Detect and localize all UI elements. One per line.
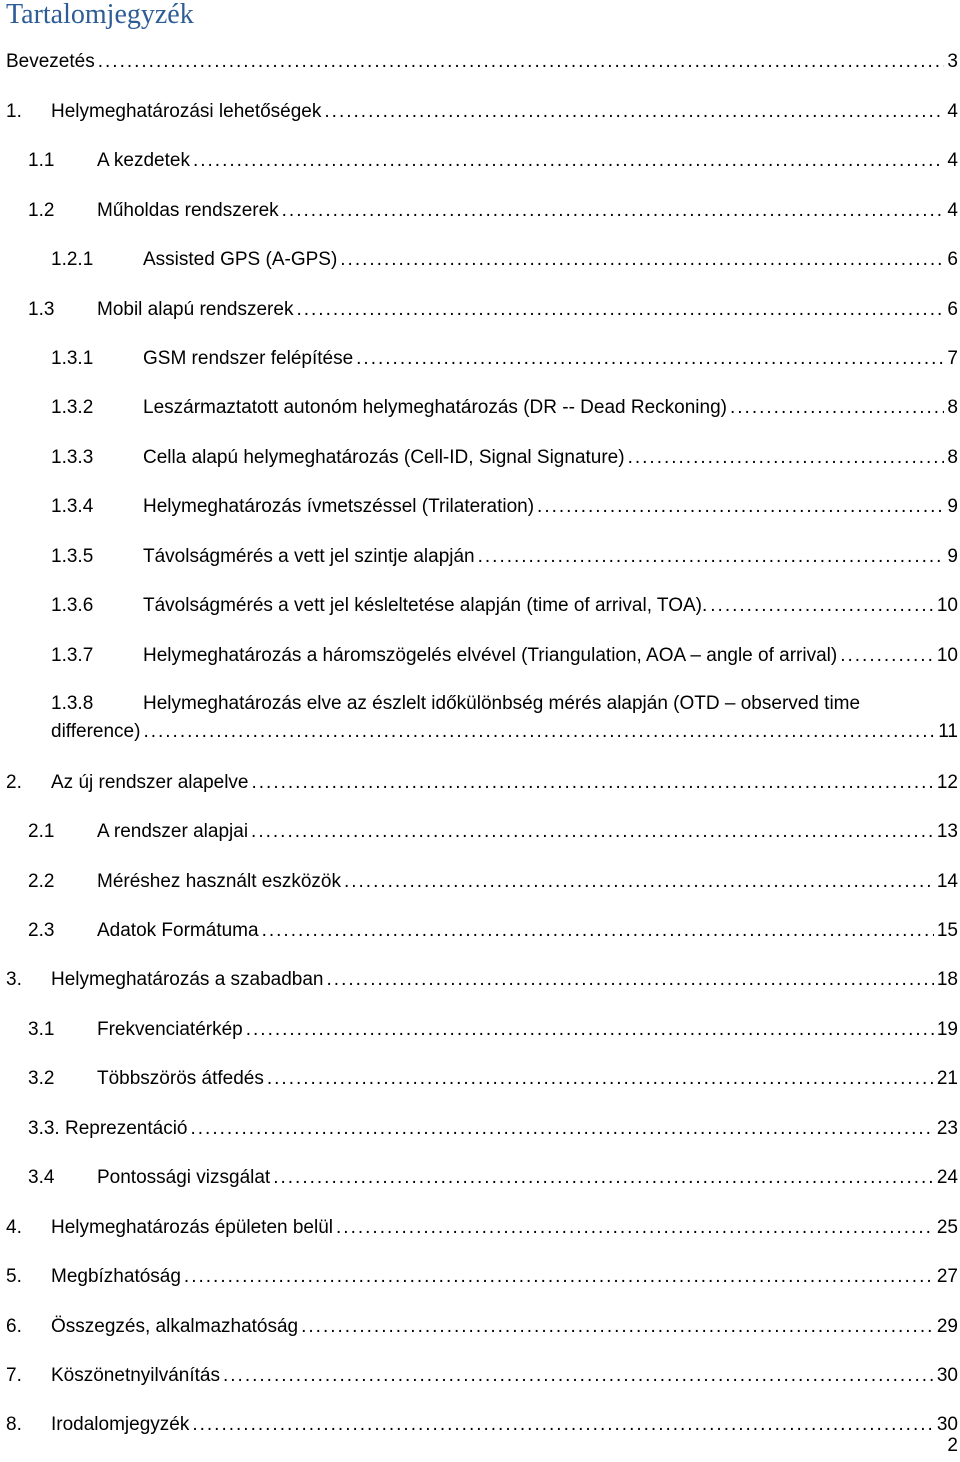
toc-dot-leader bbox=[193, 147, 944, 175]
toc-entry-number: 1.3.2 bbox=[51, 397, 94, 418]
toc-entry-number: 7. bbox=[6, 1365, 22, 1386]
toc-entry-number: 1.3 bbox=[28, 299, 55, 320]
toc-entry-page: 30 bbox=[936, 1414, 958, 1435]
toc-entry-page: 23 bbox=[936, 1118, 958, 1139]
toc-entry-number: 1.1 bbox=[28, 150, 55, 171]
toc-dot-leader bbox=[327, 966, 934, 994]
toc-entry-number: 1.3.7 bbox=[51, 645, 94, 666]
toc-entry-title: 3.3. Reprezentáció bbox=[28, 1118, 188, 1139]
toc-entry-title: GSM rendszer felépítése bbox=[143, 348, 354, 369]
toc-entry-page: 10 bbox=[936, 645, 958, 666]
toc-entry-title: Köszönetnyilvánítás bbox=[51, 1365, 220, 1386]
toc-entry-title: A kezdetek bbox=[97, 150, 190, 171]
toc-entry-title-continued: difference) bbox=[51, 721, 141, 742]
toc-dot-leader bbox=[296, 296, 944, 324]
toc-dot-leader bbox=[273, 1164, 934, 1192]
toc-entry-title: Helymeghatározási lehetőségek bbox=[51, 101, 322, 122]
toc-dot-leader bbox=[340, 246, 944, 274]
toc-dot-leader bbox=[537, 493, 944, 521]
toc-entry-number: 8. bbox=[6, 1414, 22, 1435]
toc-entry-page: 19 bbox=[936, 1019, 958, 1040]
toc-entry-number: 4. bbox=[6, 1217, 22, 1238]
toc-dot-leader bbox=[282, 197, 945, 225]
toc-dot-leader bbox=[344, 868, 934, 896]
toc-dot-leader bbox=[246, 1016, 934, 1044]
toc-entry-number: 3. bbox=[6, 969, 22, 990]
toc-entry-number: 2.1 bbox=[28, 821, 55, 842]
toc-entry-page: 4 bbox=[947, 200, 958, 221]
toc-entry-title: Műholdas rendszerek bbox=[97, 200, 279, 221]
toc-entry-page: 4 bbox=[947, 101, 958, 122]
toc-entry-title: Összegzés, alkalmazhatóság bbox=[51, 1316, 299, 1337]
toc-dot-leader bbox=[98, 48, 945, 76]
toc-entry-title: Az új rendszer alapelve bbox=[51, 772, 249, 793]
toc-entry-number: 1.3.8 bbox=[51, 693, 94, 714]
toc-entry-page: 8 bbox=[947, 397, 958, 418]
toc-entry-title: Pontossági vizsgálat bbox=[97, 1167, 271, 1188]
toc-entry-number: 1.3.5 bbox=[51, 546, 94, 567]
toc-entry-title: Megbízhatóság bbox=[51, 1266, 181, 1287]
toc-entry-number: 1.2 bbox=[28, 200, 55, 221]
toc-entry-title: Bevezetés bbox=[6, 51, 95, 72]
toc-entry-number: 5. bbox=[6, 1266, 22, 1287]
toc-entry-page: 10 bbox=[936, 595, 958, 616]
toc-entry-page: 18 bbox=[936, 969, 958, 990]
toc-entry-page: 12 bbox=[936, 772, 958, 793]
toc-entry-page: 25 bbox=[936, 1217, 958, 1238]
toc-entry-number: 1.3.3 bbox=[51, 447, 94, 468]
toc-entry-page: 6 bbox=[947, 249, 958, 270]
toc-dot-leader bbox=[262, 917, 934, 945]
toc-dot-leader bbox=[710, 592, 934, 620]
toc-entry-page: 29 bbox=[936, 1316, 958, 1337]
toc-entry-number: 1.3.4 bbox=[51, 496, 94, 517]
toc-entry-title: Helymeghatározás a szabadban bbox=[51, 969, 324, 990]
toc-entry-number: 2.2 bbox=[28, 871, 55, 892]
toc-entry-title: Távolságmérés a vett jel szintje alapján bbox=[143, 546, 475, 567]
toc-entry-number: 6. bbox=[6, 1316, 22, 1337]
toc-entry-number: 3.4 bbox=[28, 1167, 55, 1188]
toc-entry-number: 3.1 bbox=[28, 1019, 55, 1040]
footer-page-number: 2 bbox=[947, 1435, 958, 1456]
toc-dot-leader bbox=[478, 543, 945, 571]
toc-entry-title: Helymeghatározás elve az észlelt időkülönbség mérés alapján (OTD – observed time bbox=[143, 693, 861, 714]
toc-entry-title: Többszörös átfedés bbox=[97, 1068, 264, 1089]
toc-entry-title: Méréshez használt eszközök bbox=[97, 871, 341, 892]
toc-entry-page: 7 bbox=[947, 348, 958, 369]
toc-entry-page: 11 bbox=[938, 721, 958, 742]
toc-entry-page: 13 bbox=[936, 821, 958, 842]
toc-dot-leader bbox=[628, 444, 945, 472]
toc-entry-page: 3 bbox=[947, 51, 958, 72]
toc-entry-title: Helymeghatározás a háromszögelés elvével (Triangulation, AOA – angle of arrival) bbox=[143, 645, 838, 666]
toc-entry-title: Távolságmérés a vett jel késleltetése alapján (time of arrival, TOA). bbox=[143, 595, 708, 616]
toc-entry-page: 30 bbox=[936, 1365, 958, 1386]
toc-entry-title: Assisted GPS (A-GPS) bbox=[143, 249, 338, 270]
toc-entry-page: 24 bbox=[936, 1167, 958, 1188]
toc-entry-number: 2.3 bbox=[28, 920, 55, 941]
toc-entry-title: Cella alapú helymeghatározás (Cell-ID, Signal Signature) bbox=[143, 447, 625, 468]
toc-entry-number: 1. bbox=[6, 101, 22, 122]
toc-dot-leader bbox=[840, 642, 934, 670]
toc-dot-leader bbox=[143, 718, 935, 746]
toc-dot-leader bbox=[356, 345, 944, 373]
toc-dot-leader bbox=[336, 1214, 934, 1242]
toc-entry-title: Helymeghatározás ívmetszéssel (Trilateration) bbox=[143, 496, 535, 517]
toc-entry[interactable] bbox=[0, 690, 960, 746]
toc-entry-title: Frekvenciatérkép bbox=[97, 1019, 243, 1040]
toc-entry-page: 21 bbox=[936, 1068, 958, 1089]
toc-entry-page: 27 bbox=[936, 1266, 958, 1287]
toc-dot-leader bbox=[223, 1362, 934, 1390]
toc-entry-number: 1.2.1 bbox=[51, 249, 94, 270]
toc-dot-leader bbox=[301, 1313, 934, 1341]
toc-dot-leader bbox=[191, 1115, 934, 1143]
toc-entry-number: 2. bbox=[6, 772, 22, 793]
toc-entry-title: A rendszer alapjai bbox=[97, 821, 249, 842]
toc-entry-title: Helymeghatározás épületen belül bbox=[51, 1217, 334, 1238]
toc-entry-page: 9 bbox=[947, 496, 958, 517]
toc-entry-number: 3.2 bbox=[28, 1068, 55, 1089]
toc-dot-leader bbox=[324, 98, 944, 126]
toc-dot-leader bbox=[252, 769, 934, 797]
toc-dot-leader bbox=[192, 1411, 934, 1439]
toc-dot-leader bbox=[267, 1065, 934, 1093]
toc-dot-leader bbox=[184, 1263, 934, 1291]
toc-entry-number: 1.3.1 bbox=[51, 348, 94, 369]
toc-entry-page: 15 bbox=[936, 920, 958, 941]
toc-entry-title: Leszármaztatott autonóm helymeghatározás (DR -- Dead Reckoning) bbox=[143, 397, 727, 418]
toc-entry-page: 6 bbox=[947, 299, 958, 320]
toc-dot-leader bbox=[251, 818, 934, 846]
toc-dot-leader bbox=[730, 394, 944, 422]
toc-entry-page: 8 bbox=[947, 447, 958, 468]
page-title: Tartalomjegyzék bbox=[6, 0, 194, 30]
toc-entry-page: 4 bbox=[947, 150, 958, 171]
toc-entry-title: Irodalomjegyzék bbox=[51, 1414, 190, 1435]
toc-entry-title: Mobil alapú rendszerek bbox=[97, 299, 294, 320]
toc-entry-number: 1.3.6 bbox=[51, 595, 94, 616]
toc-entry-page: 14 bbox=[936, 871, 958, 892]
toc-entry-page: 9 bbox=[947, 546, 958, 567]
toc-entry-title: Adatok Formátuma bbox=[97, 920, 259, 941]
